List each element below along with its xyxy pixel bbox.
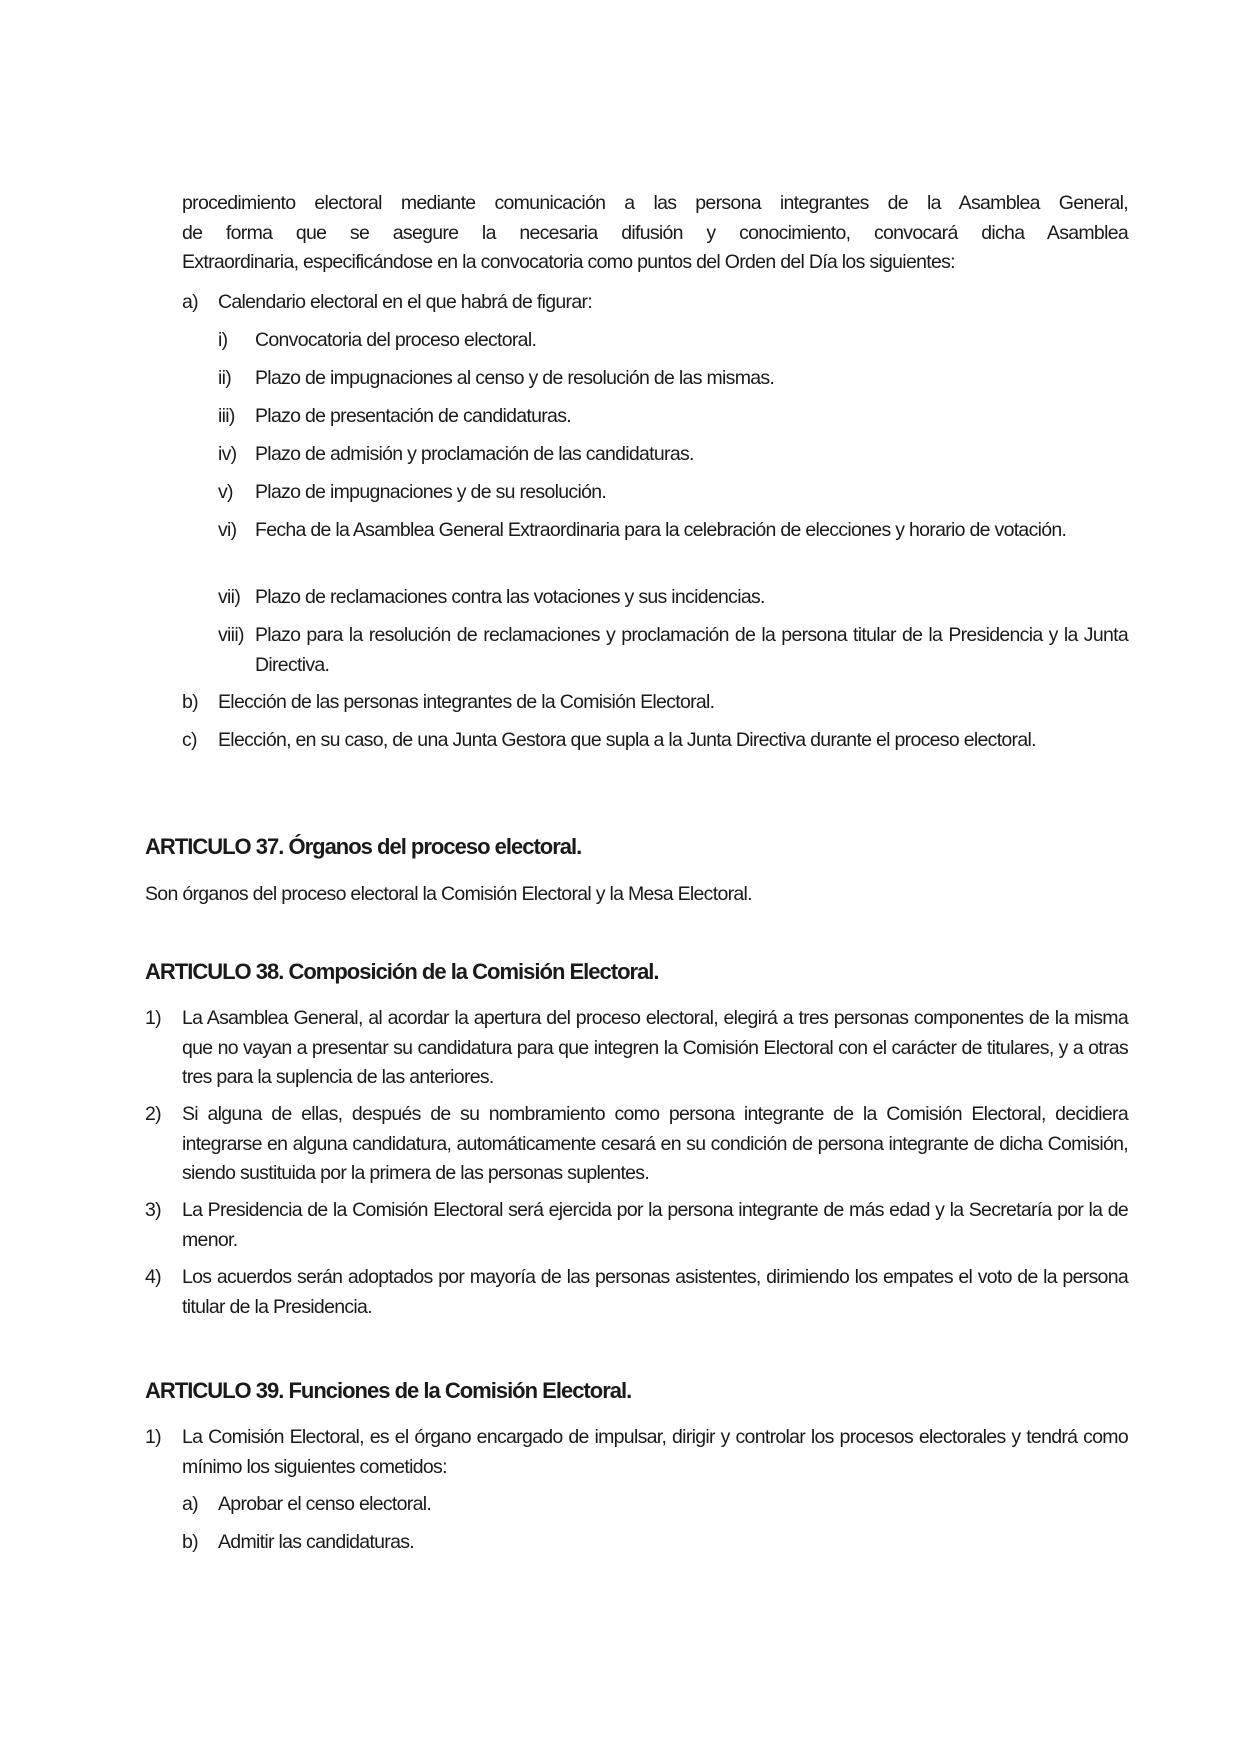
article-39-item [145, 1423, 1128, 1482]
intro-paragraph [182, 189, 1128, 278]
list-marker: iii) [218, 405, 235, 427]
intro-line: de forma que se asegure la necesaria difusión y conocimiento, convocará dicha Asamblea [182, 221, 1128, 244]
list-marker: i) [218, 329, 228, 351]
list-text: Convocatoria del proceso electoral. [255, 329, 537, 351]
article-37-heading: ARTICULO 37. Órganos del proceso electoral. [145, 834, 582, 859]
list-text: Plazo de reclamaciones contra las votaciones y sus incidencias. [255, 586, 765, 608]
list-text: Plazo de admisión y proclamación de las candidaturas. [255, 443, 694, 465]
list-marker: a) [182, 291, 198, 313]
intro-line: procedimiento electoral mediante comunicación a las persona integrantes de la Asamblea General, [182, 192, 1128, 214]
list-marker: a) [182, 1493, 198, 1515]
agenda-subitem [218, 478, 1128, 508]
list-marker: 2) [145, 1103, 161, 1125]
list-text: Si alguna de ellas, después de su nombramiento como persona integrante de la Comisión Electoral, decidiera integrarse en alguna candidatura, automáticamente cesará en su condición de persona integrante de dicha Comisión, siendo sustituida por la primera de las personas suplentes. [182, 1103, 1128, 1184]
list-marker: 1) [145, 1007, 161, 1029]
list-text: Los acuerdos serán adoptados por mayoría de las personas asistentes, dirimiendo los empates el voto de la persona titular de la Presidencia. [182, 1266, 1128, 1318]
list-marker: 1) [145, 1426, 161, 1448]
list-text: Fecha de la Asamblea General Extraordinaria para la celebración de elecciones y horario de votación. [255, 519, 1067, 541]
agenda-item-b [182, 688, 1128, 718]
article-37-body: Son órganos del proceso electoral la Comisión Electoral y la Mesa Electoral. [145, 883, 752, 905]
list-marker: 3) [145, 1199, 161, 1221]
list-marker: vi) [218, 519, 237, 541]
list-text: Plazo de impugnaciones y de su resolución. [255, 481, 607, 503]
agenda-subitem [218, 326, 1128, 356]
agenda-item-c [182, 726, 1128, 756]
article-38-heading: ARTICULO 38. Composición de la Comisión Electoral. [145, 959, 659, 984]
agenda-subitem [218, 621, 1128, 680]
list-marker: c) [182, 729, 197, 751]
article-39-heading: ARTICULO 39. Funciones de la Comisión Electoral. [145, 1378, 632, 1403]
agenda-subitem [218, 402, 1128, 432]
article-38-item [145, 1196, 1128, 1255]
article-39-subitem [182, 1528, 1128, 1558]
list-marker: v) [218, 481, 233, 503]
list-marker: viii) [218, 624, 244, 646]
list-marker: ii) [218, 367, 232, 389]
article-39-subitem [182, 1490, 1128, 1520]
list-marker: vii) [218, 586, 241, 608]
list-text: Elección de las personas integrantes de la Comisión Electoral. [218, 691, 715, 713]
intro-line: Extraordinaria, especificándose en la convocatoria como puntos del Orden del Día los siguientes: [182, 251, 955, 273]
agenda-subitem [218, 364, 1128, 394]
list-text: Plazo de presentación de candidaturas. [255, 405, 571, 427]
list-marker: iv) [218, 443, 237, 465]
list-text: Aprobar el censo electoral. [218, 1493, 432, 1515]
agenda-item-a [182, 288, 1128, 318]
list-marker: b) [182, 1531, 198, 1553]
list-text: La Presidencia de la Comisión Electoral será ejercida por la persona integrante de más edad y la Secretaría por la de menor. [182, 1199, 1128, 1251]
article-38-item [145, 1263, 1128, 1322]
agenda-subitem [218, 440, 1128, 470]
list-text: Elección, en su caso, de una Junta Gestora que supla a la Junta Directiva durante el proceso electoral. [218, 729, 1036, 751]
agenda-subitem [218, 516, 1128, 546]
article-38-item [145, 1100, 1128, 1189]
list-marker: b) [182, 691, 198, 713]
list-text: La Comisión Electoral, es el órgano encargado de impulsar, dirigir y controlar los procesos electorales y tendrá como mínimo los siguientes cometidos: [182, 1426, 1128, 1478]
list-text: Plazo de impugnaciones al censo y de resolución de las mismas. [255, 367, 775, 389]
list-text: Calendario electoral en el que habrá de figurar: [218, 291, 592, 313]
list-marker: 4) [145, 1266, 161, 1288]
list-text: La Asamblea General, al acordar la apertura del proceso electoral, elegirá a tres personas componentes de la misma que no vayan a presentar su candidatura para que integren la Comisión Electoral con el carácter de titulares, y a otras tres para la suplencia de las anteriores. [182, 1007, 1128, 1088]
list-text: Admitir las candidaturas. [218, 1531, 415, 1553]
list-text: Plazo para la resolución de reclamaciones y proclamación de la persona titular de la Presidencia y la Junta Directiva. [255, 624, 1128, 676]
agenda-subitem [218, 583, 1128, 613]
article-38-item [145, 1004, 1128, 1093]
